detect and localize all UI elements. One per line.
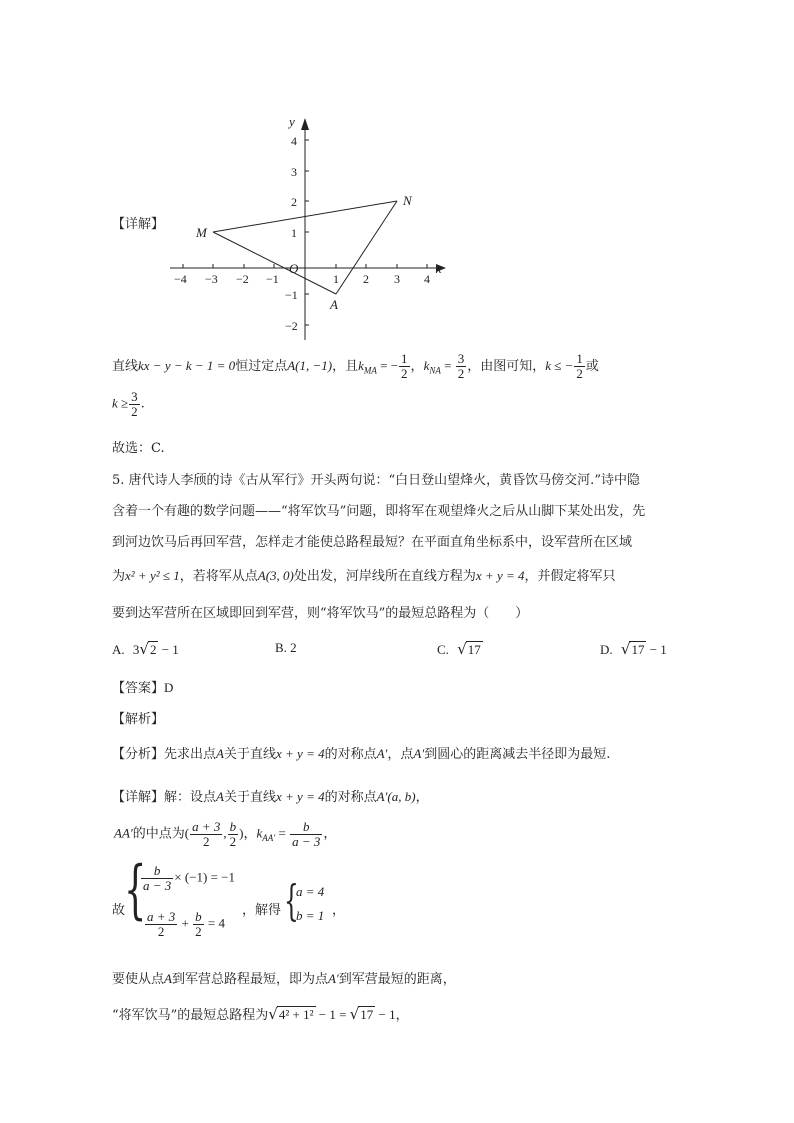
q5-line-2: 含着一个有趣的数学问题——“将军饮马”问题，即将军在观望烽火之后从山脚下某处出发，先: [112, 504, 646, 519]
coordinate-figure: [160, 110, 460, 340]
answer-tag: 【答案】: [112, 681, 165, 696]
fixed-point: A(1, −1): [287, 358, 333, 373]
y-axis-label: y: [289, 114, 295, 129]
x-tick-label: 3: [394, 272, 400, 286]
xiangjie-line: 【详解】解：设点A关于直线x + y = 4的对称点A′(a, b)，: [112, 789, 429, 805]
x-tick-label: −2: [236, 272, 249, 286]
q5-line-4: 为x² + y² ≤ 1，若将军从点A(3, 0)处出发，河岸线所在直线方程为x + y = 4，并假定将军只: [112, 568, 616, 584]
option-D: D. √17 − 1: [600, 640, 667, 658]
option-A: A. 3√2 − 1: [112, 640, 179, 658]
x-tick-label: −3: [205, 272, 218, 286]
option-C: C. √17: [437, 640, 481, 658]
y-tick-label: 2: [291, 195, 297, 209]
q5-line-5: 要到达军营所在区域即回到军营，则“将军饮马”的最短总路程为（ ）: [112, 606, 529, 621]
line-equation: kx − y − k − 1 = 0: [138, 358, 236, 373]
q5-line-3: 到河边饮马后再回军营，怎样走才能使总路程最短？在平面直角坐标系中，设军营所在区域: [112, 535, 633, 550]
fenxi-line: 【分析】先求出点A关于直线x + y = 4的对称点A′，点A′到圆心的距离减去半径即为最短.: [112, 746, 611, 762]
y-tick-label: 3: [291, 165, 297, 179]
point-label-N: N: [403, 193, 412, 208]
y-tick-label: −1: [285, 288, 298, 302]
system-brace: {: [124, 853, 147, 927]
solution-a: a = 4: [296, 884, 325, 899]
x-tick-label: −1: [266, 272, 279, 286]
answer-line: [112, 677, 173, 696]
y-tick-label: −2: [285, 319, 298, 333]
system-end: ，: [332, 903, 346, 918]
x-tick-label: −4: [174, 272, 187, 286]
midpoint-line: AA′的中点为( $\frac{a + 3}{2}$ , $\frac{b}{2}$ )，$k_{AA'}$ = $\frac{b}{a - 3}$ ，: [114, 819, 337, 849]
x-axis-label: x: [436, 261, 442, 276]
solution-b: b = 1: [296, 908, 325, 923]
y-tick-label: 1: [291, 226, 297, 240]
option-B: B. 2: [275, 640, 297, 655]
point-label-A: A: [330, 297, 338, 312]
x-tick-label: 1: [333, 272, 339, 286]
solution-brace: {: [284, 876, 299, 925]
x-tick-label: 2: [363, 272, 369, 286]
point-label-M: M: [196, 225, 207, 240]
answer-value: D: [164, 680, 174, 695]
system-row-2: $\frac{a + 3}{2}$ + $\frac{b}{2}$ = 4: [147, 909, 225, 939]
intercept-paragraph: 直线kx − y − k − 1 = 0恒过定点A(1, −1)，且$k_{MA}$ = − $\frac{1}{2}$ ，$k_{NA}$ = $\frac{3}{2}$ ，由图可知，k ≤ − $\frac{1}{2}$ 或: [112, 351, 599, 381]
final-line: “将军饮马”的最短总路程为√4² + 1² − 1 = √17 − 1，: [112, 1005, 409, 1023]
y-tick-label: 4: [291, 134, 297, 148]
system-jiede: ，解得: [242, 903, 282, 918]
analysis-tag: 【解析】: [112, 712, 165, 727]
choice-line: 故选：C.: [112, 441, 165, 456]
shortest-line: 要使从点A到军营总路程最短，即为点A′到军营最短的距离，: [112, 971, 456, 987]
system-row-1: $\frac{b}{a - 3}$ × (−1) = −1: [143, 863, 236, 893]
q5-line-1: 5. 唐代诗人李颀的诗《古从军行》开头两句说：“白日登山望烽火，黄昏饮马傍交河.”诗中隐: [112, 473, 640, 488]
origin-label: O: [289, 261, 299, 276]
y-axis-arrow: [301, 118, 309, 130]
system-gu: 故: [112, 903, 126, 918]
intercept-paragraph-cont: k ≥ $\frac{3}{2}$ .: [112, 389, 145, 419]
detail-heading-1: 【详解】: [112, 217, 165, 232]
x-tick-label: 4: [424, 272, 430, 286]
